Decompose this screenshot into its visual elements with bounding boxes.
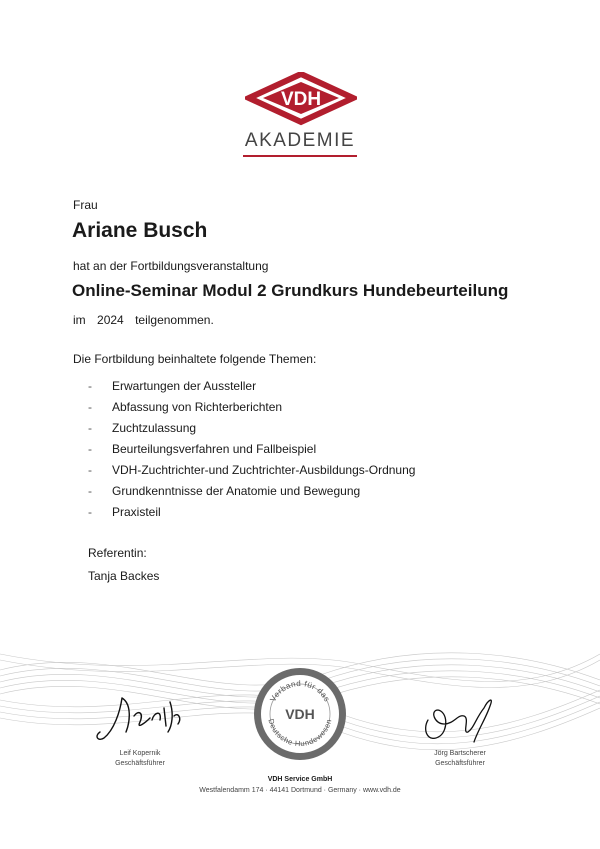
year: 2024 [97,313,124,327]
topics-title: Die Fortbildung beinhaltete folgende Themen: [73,352,317,366]
signer-right-name: Jörg Bartscherer [434,750,486,757]
topic-label: Beurteilungsverfahren und Fallbeispiel [112,442,317,456]
list-item: - Beurteilungsverfahren und Fallbeispiel [88,442,415,463]
list-item: - Abfassung von Richterberichten [88,400,415,421]
topic-label: Abfassung von Richterberichten [112,400,283,414]
seal-top-text: Verband für das [268,678,332,704]
footer-company: VDH Service GmbH [267,776,333,783]
signature-right-caption [420,749,500,769]
topic-label: VDH-Zuchtrichter-und Zuchtrichter-Ausbildungs-Ordnung [112,463,416,477]
list-item: - Praxisteil [88,505,415,526]
list-item: - Zuchtzulassung [88,421,415,442]
year-prefix: im [73,313,86,327]
participation-line [73,313,222,327]
list-item: - Erwartungen der Aussteller [88,379,415,400]
logo-subtitle: AKADEMIE [244,130,356,151]
footer-address: Westfalendamm 174 · 44141 Dortmund · Germany · www.vdh.de [199,787,401,794]
year-suffix: teilgenommen. [135,313,214,327]
signer-right-role: Geschäftsführer [435,760,485,767]
salutation: Frau [73,198,98,212]
seal-center-text: VDH [285,706,315,722]
intro-text: hat an der Fortbildungsveranstaltung [73,259,269,273]
logo-underline [243,155,357,157]
signature-right [418,690,502,750]
topic-label: Praxisteil [112,505,161,519]
signer-left-role: Geschäftsführer [115,760,165,767]
signature-left-caption [95,749,185,769]
topic-label: Grundkenntnisse der Anatomie und Bewegung [112,484,361,498]
signature-left [92,692,184,744]
list-item: - Grundkenntnisse der Anatomie und Bewegung [88,484,415,505]
seal-bottom-text: Deutsche Hundewesen [266,717,334,749]
referent-name: Tanja Backes [88,569,160,583]
recipient-name: Ariane Busch [72,219,208,242]
event-title: Online-Seminar Modul 2 Grundkurs Hundebeurteilung [72,281,509,300]
list-item: - VDH-Zuchtrichter-und Zuchtrichter-Ausbildungs-Ordnung [88,463,415,484]
topics-list [88,379,415,526]
vdh-seal [252,666,348,762]
signer-left-name: Leif Kopernik [119,750,161,757]
logo-brand: VDH [280,89,322,110]
topic-label: Erwartungen der Aussteller [112,379,257,393]
referent-label: Referentin: [88,546,147,560]
topic-label: Zuchtzulassung [112,421,197,435]
